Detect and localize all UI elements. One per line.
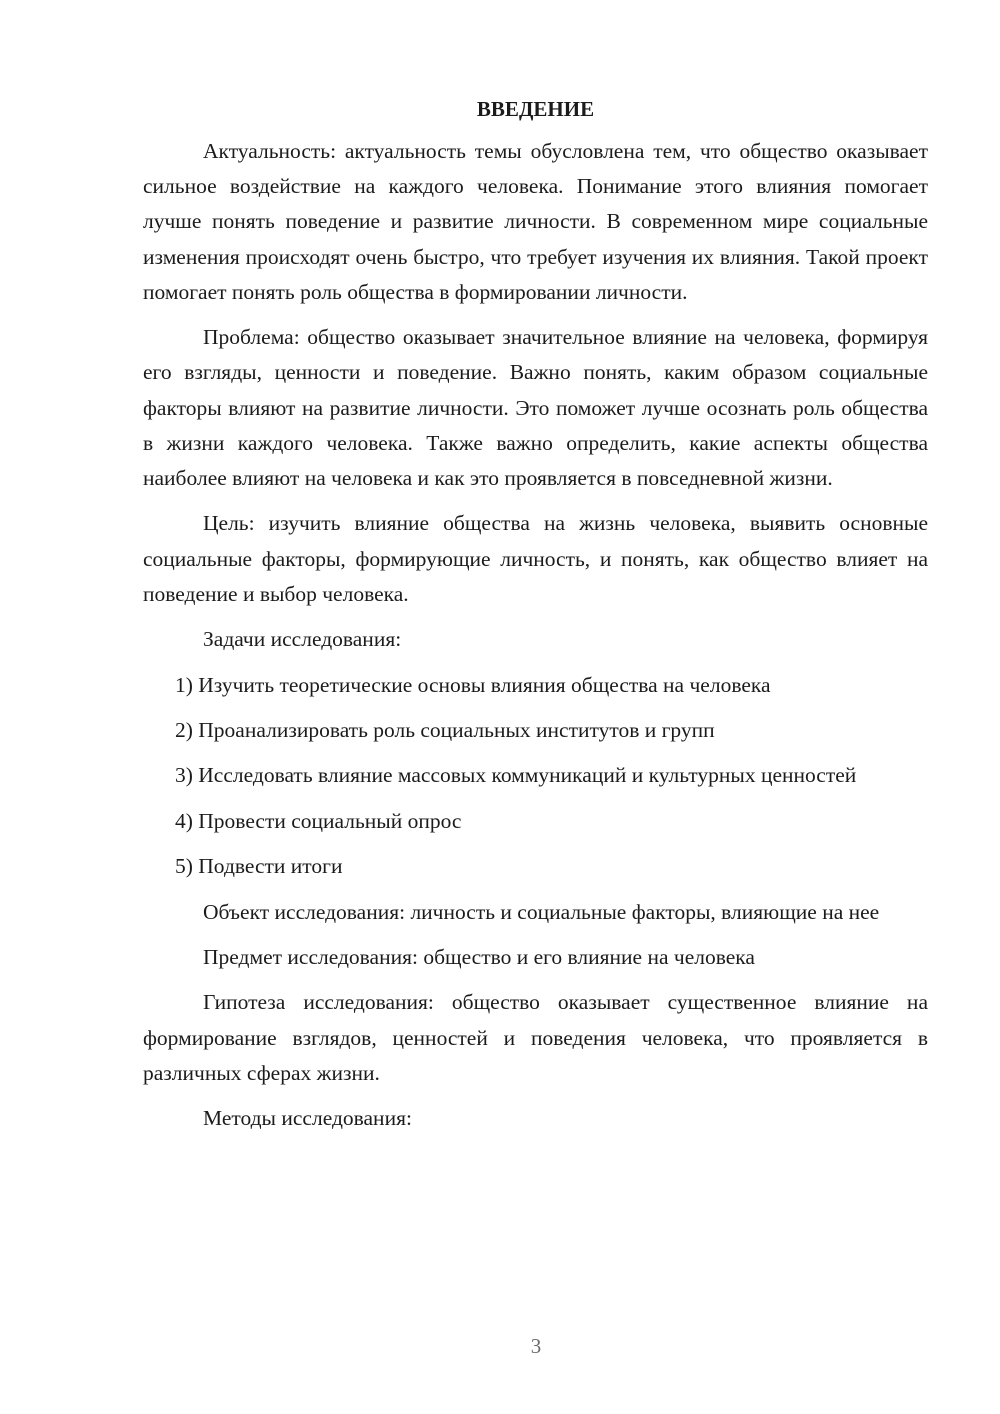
task-item-3: 3) Исследовать влияние массовых коммуникаций и культурных ценностей bbox=[175, 763, 857, 788]
problem-paragraph: Проблема: общество оказывает значительное влияние на человека, формируя его взгляды, ценности и поведение. Важно понять, каким образом социальные факторы влияют на развитие личности. Это поможет лучше осознать роль общества в жизни каждого человека. Также важно определить, какие аспекты общества наиболее влияют на человека и как это проявляется в повседневной жизни. bbox=[143, 325, 928, 491]
hypothesis-paragraph: Гипотеза исследования: общество оказывает существенное влияние на формирование взглядов, ценностей и поведения человека, что проявляется в различных сферах жизни. bbox=[143, 990, 928, 1085]
subject-paragraph: Предмет исследования: общество и его влияние на человека bbox=[203, 944, 755, 969]
relevance-paragraph: Актуальность: актуальность темы обусловлена тем, что общество оказывает сильное воздействие на каждого человека. Понимание этого влияния помогает лучше понять поведение и развитие личности. В современном мире социальные изменения происходят очень быстро, что требует изучения их влияния. Такой проект помогает понять роль общества в формировании личности. bbox=[143, 139, 928, 304]
methods-heading: Методы исследования: bbox=[203, 1106, 412, 1131]
task-item-2: 2) Проанализировать роль социальных институтов и групп bbox=[175, 717, 715, 742]
goal-paragraph: Цель: изучить влияние общества на жизнь человека, выявить основные социальные факторы, формирующие личность, и понять, как общество влияет на поведение и выбор человека. bbox=[143, 511, 928, 606]
section-title: ВВЕДЕНИЕ bbox=[476, 97, 595, 121]
object-paragraph: Объект исследования: личность и социальные факторы, влияющие на нее bbox=[203, 899, 880, 924]
task-item-1: 1) Изучить теоретические основы влияния общества на человека bbox=[175, 672, 771, 697]
page-number: 3 bbox=[530, 1334, 542, 1358]
task-item-5: 5) Подвести итоги bbox=[175, 854, 343, 879]
page-content bbox=[143, 92, 928, 1147]
task-item-4: 4) Провести социальный опрос bbox=[175, 808, 462, 833]
tasks-heading: Задачи исследования: bbox=[203, 627, 402, 652]
